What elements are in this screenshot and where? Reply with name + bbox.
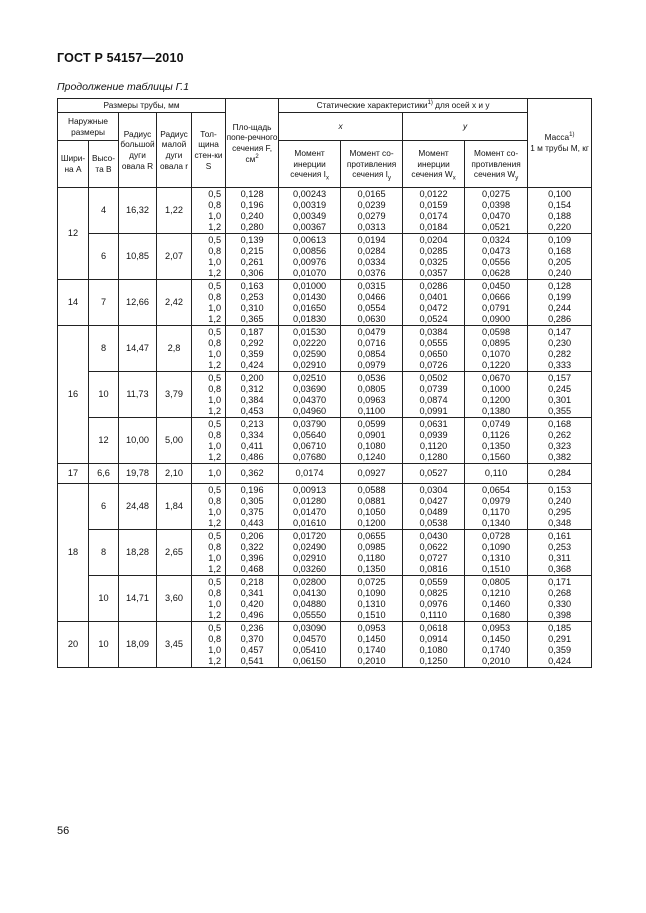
radius-small-cell: 2,07 bbox=[157, 234, 192, 280]
radius-small-cell: 3,45 bbox=[157, 622, 192, 668]
width-cell: 16 bbox=[58, 326, 89, 464]
radius-small-cell: 3,79 bbox=[157, 372, 192, 418]
mass-cell: 0,168 0,262 0,323 0,382 bbox=[528, 418, 592, 464]
resistance-x-cell: 0,0194 0,0284 0,0334 0,0376 bbox=[341, 234, 403, 280]
inertia-y-cell: 0,0122 0,0159 0,0174 0,0184 bbox=[403, 188, 465, 234]
resistance-x-cell: 0,0588 0,0881 0,1050 0,1200 bbox=[341, 484, 403, 530]
area-cell: 0,213 0,334 0,411 0,486 bbox=[226, 418, 279, 464]
radius-big-cell: 11,73 bbox=[119, 372, 157, 418]
resistance-x-cell: 0,0953 0,1450 0,1740 0,2010 bbox=[341, 622, 403, 668]
resistance-y-cell: 0,0275 0,0398 0,0470 0,0521 bbox=[465, 188, 528, 234]
resistance-y-cell: 0,0324 0,0473 0,0556 0,0628 bbox=[465, 234, 528, 280]
radius-small-cell: 3,60 bbox=[157, 576, 192, 622]
resistance-y-cell: 0,0450 0,0666 0,0791 0,0900 bbox=[465, 280, 528, 326]
inertia-x-cell: 0,00243 0,00319 0,00349 0,00367 bbox=[279, 188, 341, 234]
area-header: Пло-щадь попе-речного сечения F, $см^2$ bbox=[226, 99, 279, 188]
document-header: ГОСТ Р 54157—2010 bbox=[57, 51, 184, 65]
width-cell: 12 bbox=[58, 188, 89, 280]
pipe-sizes-header: Размеры трубы, мм bbox=[58, 99, 226, 113]
resistance-x-cell: 0,0599 0,0901 0,1080 0,1240 bbox=[341, 418, 403, 464]
height-cell: 4 bbox=[89, 188, 119, 234]
radius-big-header: Радиус большой дуги овала R bbox=[119, 113, 157, 188]
area-cell: 0,200 0,312 0,384 0,453 bbox=[226, 372, 279, 418]
mass-cell: 0,109 0,168 0,205 0,240 bbox=[528, 234, 592, 280]
static-characteristics-header: Статические характеристики$^{1)}$ для осей x и y bbox=[279, 99, 528, 113]
resistance-x-cell: 0,0655 0,0985 0,1180 0,1350 bbox=[341, 530, 403, 576]
inertia-x-cell: 0,02510 0,03690 0,04370 0,04960 bbox=[279, 372, 341, 418]
wall-cell: 0,5 0,8 1,0 1,2 bbox=[192, 418, 226, 464]
inertia-x-cell: 0,03790 0,05640 0,06710 0,07680 bbox=[279, 418, 341, 464]
mass-cell: 0,161 0,253 0,311 0,368 bbox=[528, 530, 592, 576]
height-cell: 6 bbox=[89, 234, 119, 280]
resistance-y-cell: 0,0805 0,1210 0,1460 0,1680 bbox=[465, 576, 528, 622]
resistance-y-cell: 0,0654 0,0979 0,1170 0,1340 bbox=[465, 484, 528, 530]
resistance-y-header: Момент со-противления сечения $W_y$ bbox=[465, 141, 528, 188]
mass-cell: 0,171 0,268 0,330 0,398 bbox=[528, 576, 592, 622]
resistance-y-cell: 0,0670 0,1000 0,1200 0,1380 bbox=[465, 372, 528, 418]
radius-small-header: Радиус малой дуги овала r bbox=[157, 113, 192, 188]
mass-cell: 0,153 0,240 0,295 0,348 bbox=[528, 484, 592, 530]
table-caption: Продолжение таблицы Г.1 bbox=[57, 81, 190, 93]
width-cell: 20 bbox=[58, 622, 89, 668]
area-cell: 0,139 0,215 0,261 0,306 bbox=[226, 234, 279, 280]
wall-cell: 1,0 bbox=[192, 464, 226, 484]
resistance-x-cell: 0,0165 0,0239 0,0279 0,0313 bbox=[341, 188, 403, 234]
mass-cell: 0,147 0,230 0,282 0,333 bbox=[528, 326, 592, 372]
mass-cell: 0,185 0,291 0,359 0,424 bbox=[528, 622, 592, 668]
mass-header: Масса$^{1)}$ 1 м трубы M, кг bbox=[528, 99, 592, 188]
wall-cell: 0,5 0,8 1,0 1,2 bbox=[192, 280, 226, 326]
pipe-properties-table bbox=[57, 98, 592, 668]
radius-big-cell: 10,00 bbox=[119, 418, 157, 464]
resistance-y-cell: 0,0749 0,1126 0,1350 0,1560 bbox=[465, 418, 528, 464]
inertia-x-cell: 0,00613 0,00856 0,00976 0,01070 bbox=[279, 234, 341, 280]
wall-cell: 0,5 0,8 1,0 1,2 bbox=[192, 484, 226, 530]
radius-small-cell: 1,22 bbox=[157, 188, 192, 234]
resistance-x-cell: 0,0927 bbox=[341, 464, 403, 484]
mass-cell: 0,157 0,245 0,301 0,355 bbox=[528, 372, 592, 418]
inertia-y-cell: 0,0286 0,0401 0,0472 0,0524 bbox=[403, 280, 465, 326]
resistance-y-cell: 0,0598 0,0895 0,1070 0,1220 bbox=[465, 326, 528, 372]
inertia-x-cell: 0,03090 0,04570 0,05410 0,06150 bbox=[279, 622, 341, 668]
inertia-y-cell: 0,0384 0,0555 0,0650 0,0726 bbox=[403, 326, 465, 372]
area-cell: 0,236 0,370 0,457 0,541 bbox=[226, 622, 279, 668]
height-b-header: Высо-та B bbox=[89, 141, 119, 188]
page-number: 56 bbox=[57, 825, 70, 837]
inertia-x-header: Момент инерции сечения $I_x$ bbox=[279, 141, 341, 188]
radius-big-cell: 16,32 bbox=[119, 188, 157, 234]
resistance-x-cell: 0,0479 0,0716 0,0854 0,0979 bbox=[341, 326, 403, 372]
inertia-x-cell: 0,0174 bbox=[279, 464, 341, 484]
height-cell: 6,6 bbox=[89, 464, 119, 484]
radius-small-cell: 2,65 bbox=[157, 530, 192, 576]
radius-small-cell: 5,00 bbox=[157, 418, 192, 464]
radius-big-cell: 19,78 bbox=[119, 464, 157, 484]
inertia-y-cell: 0,0618 0,0914 0,1080 0,1250 bbox=[403, 622, 465, 668]
resistance-x-cell: 0,0536 0,0805 0,0963 0,1100 bbox=[341, 372, 403, 418]
inertia-y-cell: 0,0559 0,0825 0,0976 0,1110 bbox=[403, 576, 465, 622]
height-cell: 10 bbox=[89, 622, 119, 668]
inertia-y-cell: 0,0430 0,0622 0,0727 0,0816 bbox=[403, 530, 465, 576]
height-cell: 8 bbox=[89, 326, 119, 372]
radius-small-cell: 2,10 bbox=[157, 464, 192, 484]
inertia-y-cell: 0,0502 0,0739 0,0874 0,0991 bbox=[403, 372, 465, 418]
inertia-x-cell: 0,01000 0,01430 0,01650 0,01830 bbox=[279, 280, 341, 326]
resistance-x-cell: 0,0315 0,0466 0,0554 0,0630 bbox=[341, 280, 403, 326]
wall-cell: 0,5 0,8 1,0 1,2 bbox=[192, 530, 226, 576]
wall-cell: 0,5 0,8 1,0 1,2 bbox=[192, 576, 226, 622]
wall-cell: 0,5 0,8 1,0 1,2 bbox=[192, 326, 226, 372]
resistance-x-cell: 0,0725 0,1090 0,1310 0,1510 bbox=[341, 576, 403, 622]
area-cell: 0,206 0,322 0,396 0,468 bbox=[226, 530, 279, 576]
height-cell: 6 bbox=[89, 484, 119, 530]
area-cell: 0,163 0,253 0,310 0,365 bbox=[226, 280, 279, 326]
wall-cell: 0,5 0,8 1,0 1,2 bbox=[192, 188, 226, 234]
radius-big-cell: 14,47 bbox=[119, 326, 157, 372]
area-cell: 0,218 0,341 0,420 0,496 bbox=[226, 576, 279, 622]
height-cell: 7 bbox=[89, 280, 119, 326]
width-cell: 17 bbox=[58, 464, 89, 484]
inertia-x-cell: 0,01720 0,02490 0,02910 0,03260 bbox=[279, 530, 341, 576]
height-cell: 12 bbox=[89, 418, 119, 464]
radius-big-cell: 18,09 bbox=[119, 622, 157, 668]
height-cell: 10 bbox=[89, 372, 119, 418]
inertia-y-cell: 0,0304 0,0427 0,0489 0,0538 bbox=[403, 484, 465, 530]
inertia-x-cell: 0,00913 0,01280 0,01470 0,01610 bbox=[279, 484, 341, 530]
wall-thickness-header: Тол-щина стен-ки S bbox=[192, 113, 226, 188]
area-cell: 0,196 0,305 0,375 0,443 bbox=[226, 484, 279, 530]
inertia-y-cell: 0,0204 0,0285 0,0325 0,0357 bbox=[403, 234, 465, 280]
axis-x-header: x bbox=[279, 113, 403, 141]
area-cell: 0,128 0,196 0,240 0,280 bbox=[226, 188, 279, 234]
radius-small-cell: 2,42 bbox=[157, 280, 192, 326]
axis-y-header: y bbox=[403, 113, 528, 141]
radius-big-cell: 24,48 bbox=[119, 484, 157, 530]
radius-big-cell: 10,85 bbox=[119, 234, 157, 280]
outer-sizes-header: Наружные размеры bbox=[58, 113, 119, 141]
wall-cell: 0,5 0,8 1,0 1,2 bbox=[192, 372, 226, 418]
height-cell: 8 bbox=[89, 530, 119, 576]
mass-cell: 0,100 0,154 0,188 0,220 bbox=[528, 188, 592, 234]
radius-small-cell: 1,84 bbox=[157, 484, 192, 530]
inertia-y-header: Момент инерции сечения $W_x$ bbox=[403, 141, 465, 188]
resistance-y-cell: 0,110 bbox=[465, 464, 528, 484]
area-cell: 0,187 0,292 0,359 0,424 bbox=[226, 326, 279, 372]
width-cell: 18 bbox=[58, 484, 89, 622]
inertia-x-cell: 0,02800 0,04130 0,04880 0,05550 bbox=[279, 576, 341, 622]
radius-small-cell: 2,8 bbox=[157, 326, 192, 372]
mass-cell: 0,128 0,199 0,244 0,286 bbox=[528, 280, 592, 326]
resistance-y-cell: 0,0728 0,1090 0,1310 0,1510 bbox=[465, 530, 528, 576]
radius-big-cell: 14,71 bbox=[119, 576, 157, 622]
height-cell: 10 bbox=[89, 576, 119, 622]
inertia-y-cell: 0,0527 bbox=[403, 464, 465, 484]
radius-big-cell: 18,28 bbox=[119, 530, 157, 576]
area-cell: 0,362 bbox=[226, 464, 279, 484]
inertia-y-cell: 0,0631 0,0939 0,1120 0,1280 bbox=[403, 418, 465, 464]
width-cell: 14 bbox=[58, 280, 89, 326]
mass-cell: 0,284 bbox=[528, 464, 592, 484]
resistance-x-header: Момент со-противления сечения $I_y$ bbox=[341, 141, 403, 188]
wall-cell: 0,5 0,8 1,0 1,2 bbox=[192, 234, 226, 280]
width-a-header: Шири-на A bbox=[58, 141, 89, 188]
radius-big-cell: 12,66 bbox=[119, 280, 157, 326]
resistance-y-cell: 0,0953 0,1450 0,1740 0,2010 bbox=[465, 622, 528, 668]
wall-cell: 0,5 0,8 1,0 1,2 bbox=[192, 622, 226, 668]
inertia-x-cell: 0,01530 0,02220 0,02590 0,02910 bbox=[279, 326, 341, 372]
